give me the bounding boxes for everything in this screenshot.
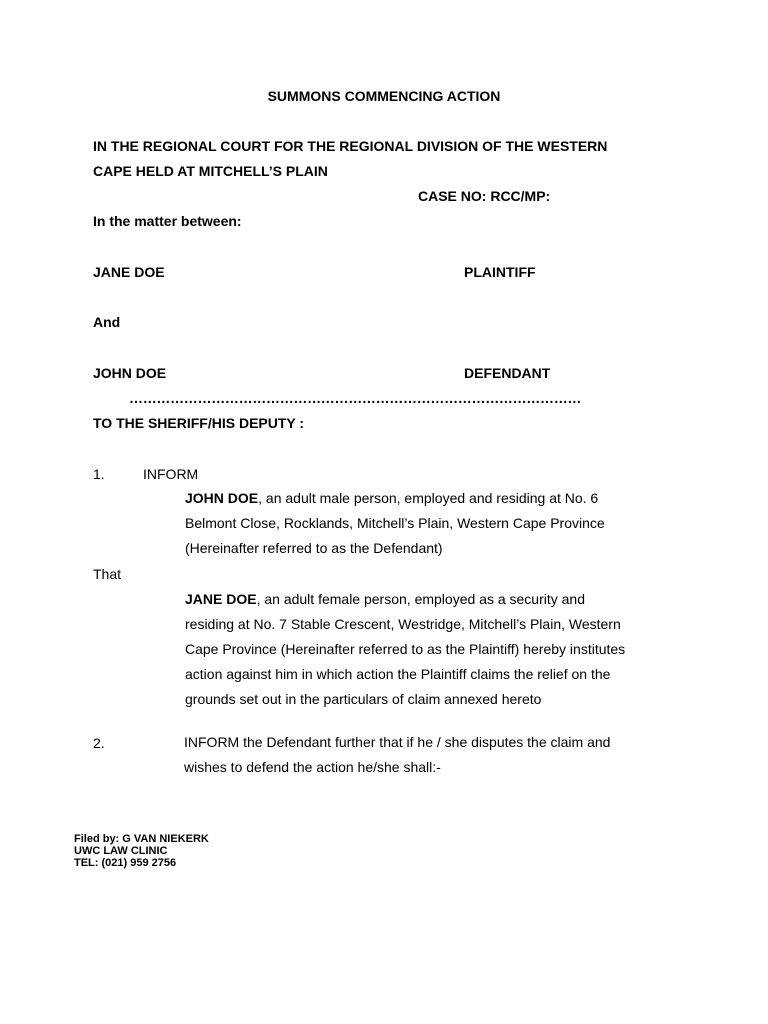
item2-text [184, 730, 610, 780]
filing-footer [74, 833, 209, 869]
plaintiff-description-line5: grounds set out in the particulars of claim annexed hereto [185, 691, 542, 707]
item1-verb: INFORM [143, 466, 199, 482]
plaintiff-description-line2: residing at No. 7 Stable Crescent, Westridge, Mitchell’s Plain, Western [185, 616, 621, 632]
defendant-bold-name: JOHN DOE [185, 490, 259, 506]
defendant-role: DEFENDANT [464, 365, 551, 381]
defendant-description-line1: JOHN DOE, an adult male person, employed and residing at No. 6 [185, 490, 599, 506]
defendant-description-line2: Belmont Close, Rocklands, Mitchell’s Plain, Western Cape Province [185, 515, 605, 531]
court-heading-line2: CAPE HELD AT MITCHELL’S PLAIN [93, 163, 328, 179]
dotted-separator: ……………………………………………………………………………………… [129, 390, 582, 406]
plaintiff-description [185, 587, 625, 712]
defendant-description [185, 486, 605, 561]
plaintiff-role: PLAINTIFF [464, 264, 536, 280]
item1-number: 1. [93, 466, 105, 482]
clinic-telephone: TEL: (021) 959 2756 [74, 857, 177, 869]
case-number: CASE NO: RCC/MP: [418, 188, 551, 204]
that-label: That [93, 566, 122, 582]
item2-line1: INFORM the Defendant further that if he / she disputes the claim and [184, 734, 611, 750]
court-heading-line1: IN THE REGIONAL COURT FOR THE REGIONAL DIVISION OF THE WESTERN [93, 138, 608, 154]
plaintiff-bold-name: JANE DOE [185, 591, 257, 607]
item2-number: 2. [93, 735, 105, 751]
defendant-name: JOHN DOE [93, 365, 167, 381]
matter-between: In the matter between: [93, 213, 242, 229]
filed-by: Filed by: G VAN NIEKERK [74, 833, 209, 845]
plaintiff-description-line4: action against him in which action the Plaintiff claims the relief on the [185, 666, 611, 682]
plaintiff-description-line3: Cape Province (Hereinafter referred to as the Plaintiff) hereby institutes [185, 641, 626, 657]
document-title: SUMMONS COMMENCING ACTION [267, 88, 501, 104]
to-sheriff: TO THE SHERIFF/HIS DEPUTY : [93, 415, 305, 431]
plaintiff-name: JANE DOE [93, 264, 165, 280]
and-label: And [93, 314, 121, 330]
defendant-description-line3: (Hereinafter referred to as the Defendant) [185, 540, 443, 556]
clinic-name: UWC LAW CLINIC [74, 845, 168, 857]
plaintiff-description-line1: JANE DOE, an adult female person, employed as a security and [185, 591, 585, 607]
item2-line2: wishes to defend the action he/she shall:- [184, 759, 441, 775]
